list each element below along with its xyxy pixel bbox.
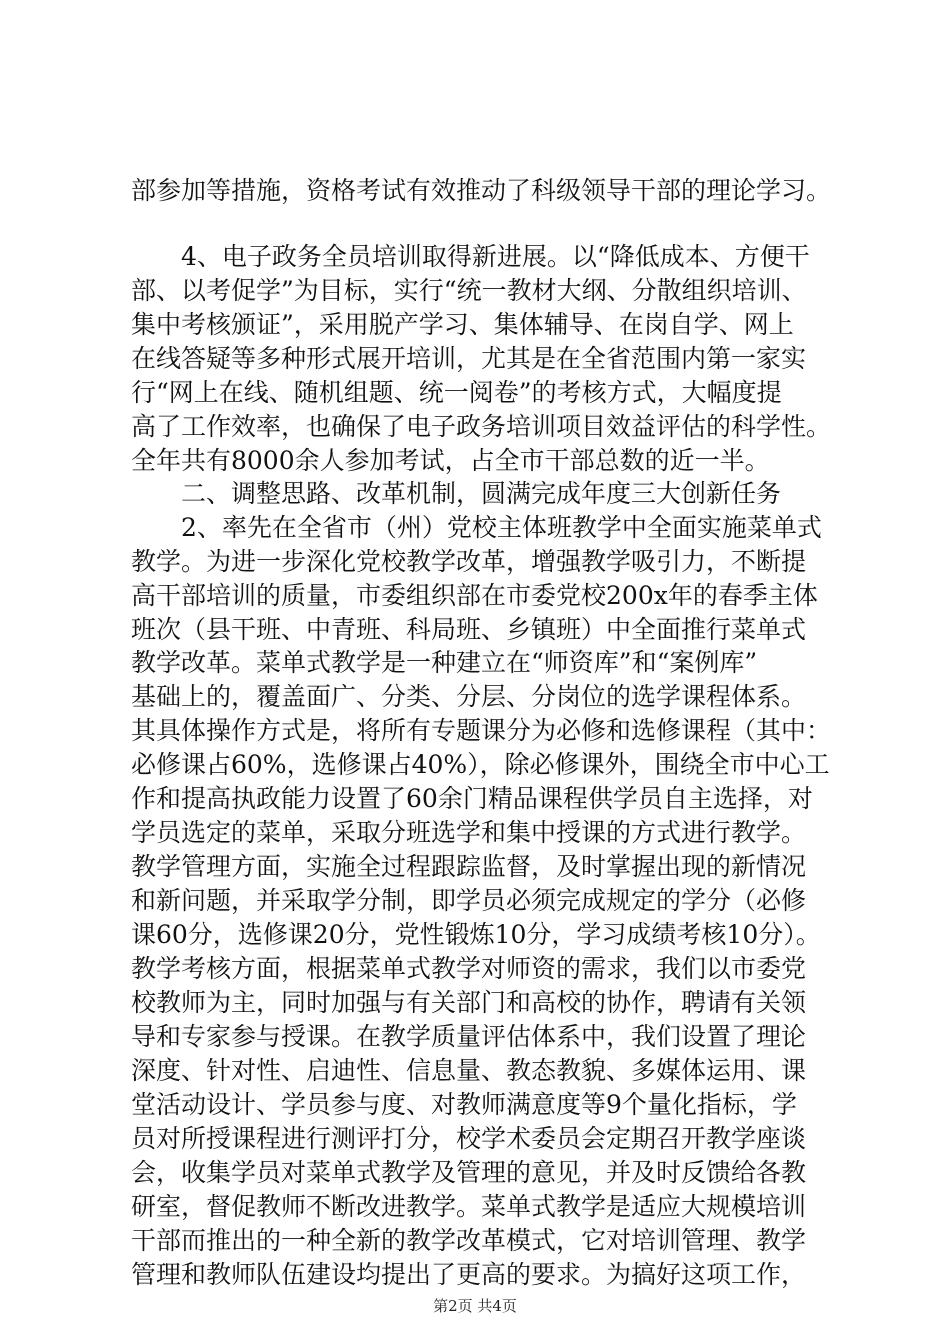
text-line: 高干部培训的质量，市委组织部在市委党校200x年的春季主体 [131,581,818,610]
text-line: 4、电子政务全员培训取得新进展。以“降低成本、方便干 [131,242,810,271]
text-line: 学员选定的菜单，采取分班选学和集中授课的方式进行教学。 [131,818,807,847]
text-line: 必修课占60%，选修课占40%），除必修课外，围绕全市中心工 [131,750,830,779]
text-line: 课60分，选修课20分，党性锻炼10分，学习成绩考核10分）。 [131,920,821,949]
section-heading: 二、调整思路、改革机制，圆满完成年度三大创新任务 [131,479,782,508]
text-line: 部参加等措施，资格考试有效推动了科级领导干部的理论学习。 [131,176,832,205]
text-line: 深度、针对性、启迪性、信息量、教态教貌、多媒体运用、课 [131,1056,807,1085]
text-line: 会，收集学员对菜单式教学及管理的意见，并及时反馈给各教 [131,1158,807,1187]
text-line: 作和提高执政能力设置了60余门精品课程供学员自主选择，对 [131,784,813,813]
text-line: 全年共有8000余人参加考试，占全市干部总数的近一半。 [131,446,770,475]
text-line: 教学改革。菜单式教学是一种建立在“师资库”和“案例库” [131,648,758,677]
text-line: 教学考核方面，根据菜单式教学对师资的需求，我们以市委党 [131,954,807,983]
text-line: 行“网上在线、随机组题、统一阅卷”的考核方式，大幅度提 [131,378,782,407]
text-line: 和新问题，并采取学分制，即学员必须完成规定的学分（必修 [131,886,807,915]
page-number: 第2页 共4页 [433,1297,517,1315]
text-line: 校教师为主，同时加强与有关部门和高校的协作，聘请有关领 [131,988,807,1017]
text-line: 导和专家参与授课。在教学质量评估体系中，我们设置了理论 [131,1022,807,1051]
text-line: 2、率先在全省市（州）党校主体班教学中全面实施菜单式 [131,513,822,542]
text-line: 高了工作效率，也确保了电子政务培训项目效益评估的科学性。 [131,412,832,441]
text-line: 管理和教师队伍建设均提出了更高的要求。为搞好这项工作， [131,1260,807,1289]
text-line: 其具体操作方式是，将所有专题课分为必修和选修课程（其中： [131,716,832,745]
text-line: 研室，督促教师不断改进教学。菜单式教学是适应大规模培训 [131,1192,807,1221]
text-line: 员对所授课程进行测评打分，校学术委员会定期召开教学座谈 [131,1124,807,1153]
text-line: 堂活动设计、学员参与度、对教师满意度等9个量化指标，学 [131,1090,797,1119]
text-line: 班次（县干班、中青班、科局班、乡镇班）中全面推行菜单式 [131,615,807,644]
text-line: 集中考核颁证”，采用脱产学习、集体辅导、在岗自学、网上 [131,310,794,339]
text-line: 教学。为进一步深化党校教学改革，增强教学吸引力，不断提 [131,547,807,576]
text-line: 在线答疑等多种形式展开培训，尤其是在全省范围内第一家实 [131,344,807,373]
text-line: 教学管理方面，实施全过程跟踪监督，及时掌握出现的新情况 [131,852,807,881]
text-line: 干部而推出的一种全新的教学改革模式，它对培训管理、教学 [131,1226,807,1255]
text-line: 部、以考促学”为目标，实行“统一教材大纲、分散组织培训、 [131,276,807,305]
text-line: 基础上的，覆盖面广、分类、分层、分岗位的选学课程体系。 [131,682,807,711]
